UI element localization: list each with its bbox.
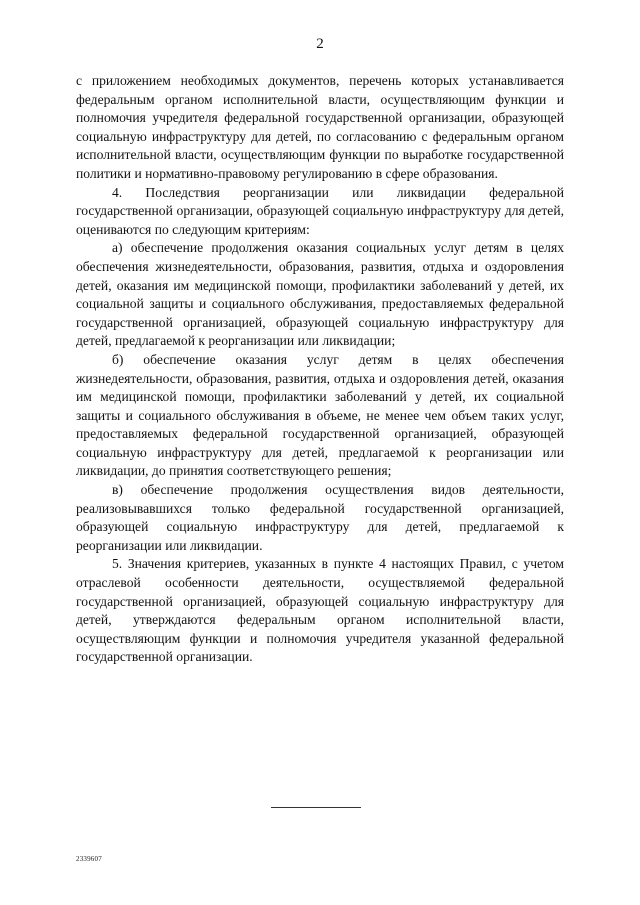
paragraph-subitem-a: а) обеспечение продолжения оказания социальных услуг детям в целях обеспечения жизнедеятельности, образования, развития, отдыха и оздоровления детей, оказания им медицинской помощи, профилактики заболеваний у детей, их социальной защиты и социального обслуживания, предоставляемых федеральной государственной организацией, образующей социальную инфраструктуру для детей, предлагаемой к реорганизации или ликвидации; (76, 240, 564, 349)
document-code: 2339607 (76, 855, 102, 863)
paragraph-continuation: с приложением необходимых документов, перечень которых устанавливается федеральным органом исполнительной власти, осуществляющим функции и полномочия учредителя федеральной государственной организации, образующей социальную инфраструктуру для детей, по согласованию с федеральным органом исполнительной власти, осуществляющим функции по выработке государственной политики и нормативно-правовому регулированию в сфере образования. (76, 73, 564, 181)
paragraph-item-4: 4. Последствия реорганизации или ликвидации федеральной государственной организации, образующей социальную инфраструктуру для детей, оцениваются по следующим критериям: (76, 184, 564, 237)
paragraph-item-5: 5. Значения критериев, указанных в пункте 4 настоящих Правил, с учетом отраслевой особенности деятельности, осуществляемой федеральной государственной организацией, образующей социальную инфраструктуру для детей, утверждаются федеральным органом исполнительной власти, осуществляющим функции и полномочия учредителя указанной федеральной государственной организации. (76, 556, 564, 665)
end-divider (271, 807, 361, 808)
page-number: 2 (316, 36, 324, 52)
paragraph-subitem-v: в) обеспечение продолжения осуществления видов деятельности, реализовывавшихся только федеральной государственной организацией, образующей социальную инфраструктуру для детей, предлагаемой к реорганизации или ликвидации. (76, 482, 564, 553)
paragraph-subitem-b: б) обеспечение оказания услуг детям в целях обеспечения жизнедеятельности, образования, развития, отдыха и оздоровления детей, оказания им медицинской помощи, профилактики заболеваний у детей, их социальной защиты и социального обслуживания в объеме, не менее чем объем таких услуг, предоставляемых федеральной государственной организацией, образующей социальную инфраструктуру для детей, предлагаемой к реорганизации или ликвидации, до принятия соответствующего решения; (76, 351, 564, 479)
document-body (76, 72, 564, 667)
